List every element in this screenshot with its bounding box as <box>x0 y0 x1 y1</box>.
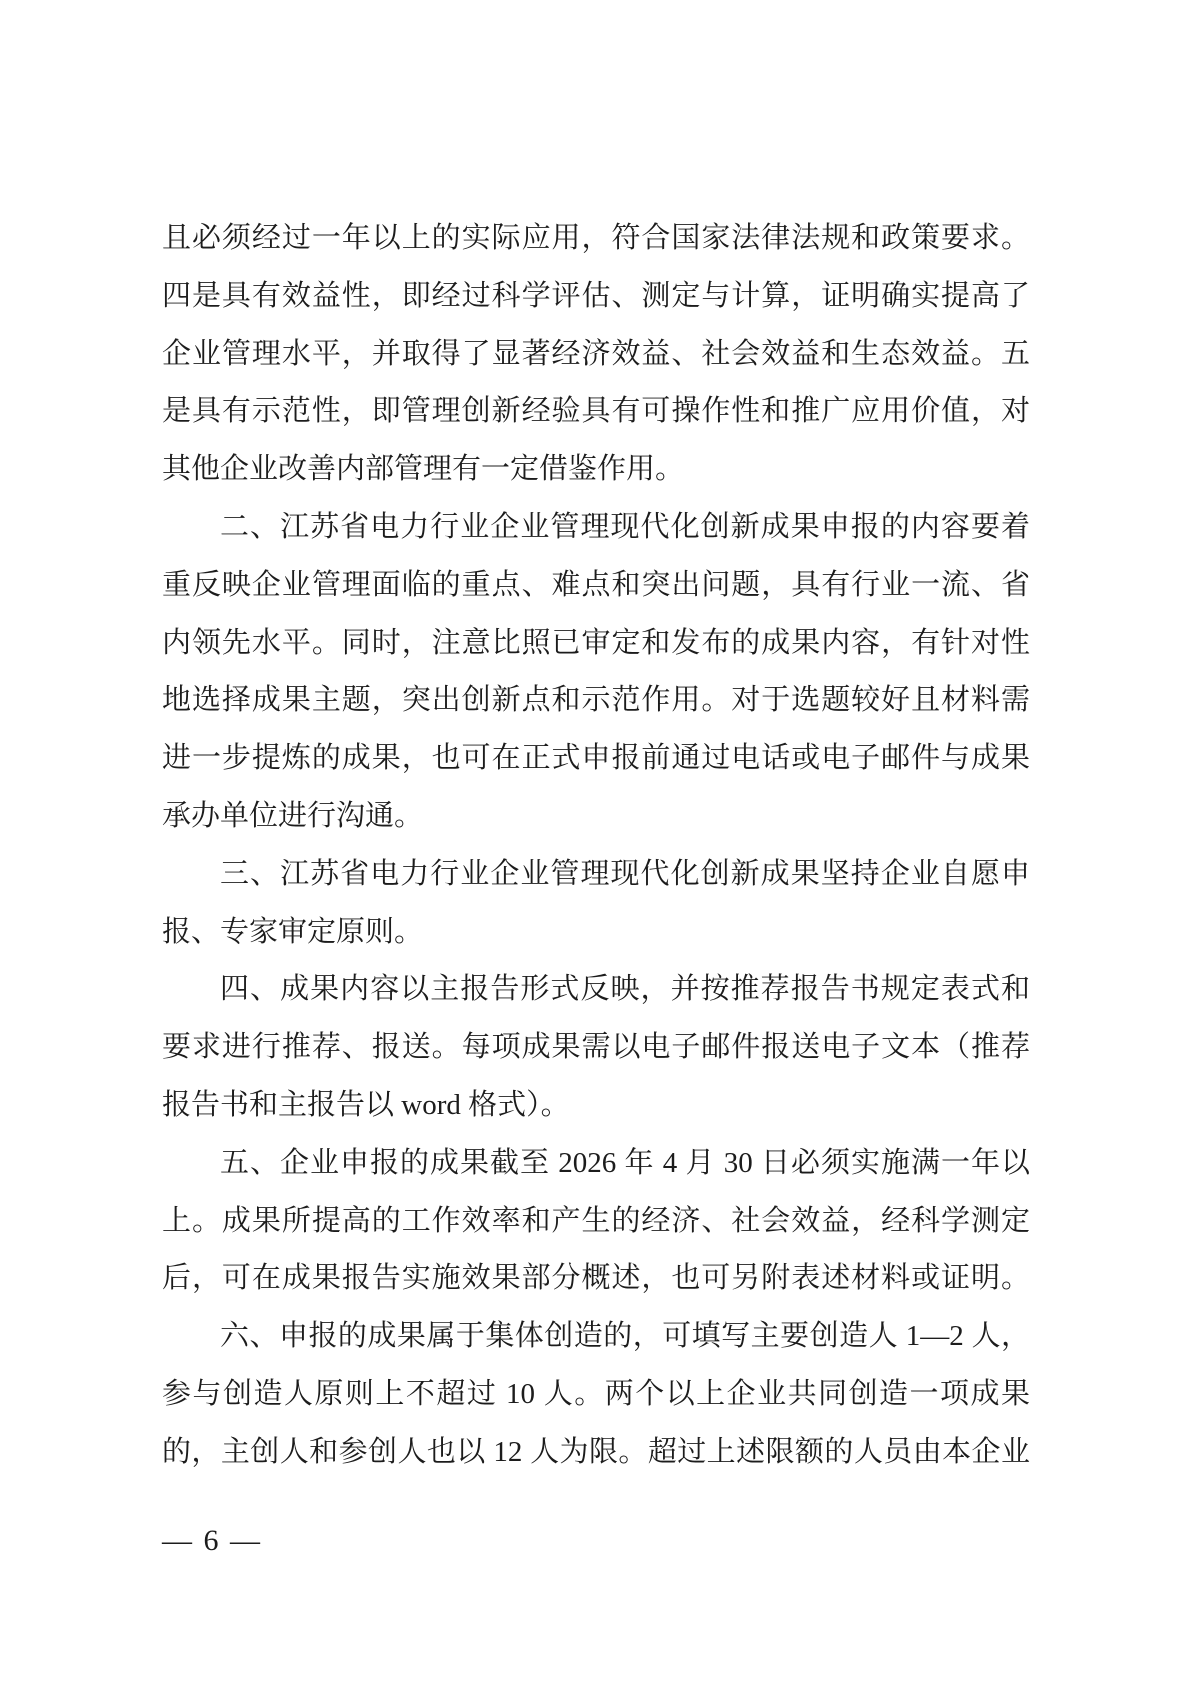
text-line: 参与创造人原则上不超过 10 人。两个以上企业共同创造一项成果 <box>162 1377 1030 1410</box>
text-line: 四、成果内容以主报告形式反映，并按推荐报告书规定表式和 <box>220 973 1030 1006</box>
text-line: 六、申报的成果属于集体创造的，可填写主要创造人 1—2 人， <box>220 1320 1030 1353</box>
text-line: 内领先水平。同时，注意比照已审定和发布的成果内容，有针对性 <box>162 626 1030 659</box>
text-line: 的，主创人和参创人也以 12 人为限。超过上述限额的人员由本企业 <box>162 1435 1030 1468</box>
text-line: 二、江苏省电力行业企业管理现代化创新成果申报的内容要着 <box>220 510 1030 543</box>
text-line: 重反映企业管理面临的重点、难点和突出问题，具有行业一流、省 <box>162 568 1030 601</box>
document-body <box>162 210 1030 1482</box>
text-line: 其他企业改善内部管理有一定借鉴作用。 <box>162 453 685 486</box>
text-line: 五、企业申报的成果截至 2026 年 4 月 30 日必须实施满一年以 <box>220 1146 1030 1179</box>
text-line: 企业管理水平，并取得了显著经济效益、社会效益和生态效益。五 <box>162 337 1030 370</box>
text-line: 四是具有效益性，即经过科学评估、测定与计算，证明确实提高了 <box>162 279 1030 312</box>
page-footer <box>162 1524 262 1558</box>
page-number: — 6 — <box>162 1524 262 1557</box>
text-line: 且必须经过一年以上的实际应用，符合国家法律法规和政策要求。 <box>162 222 1030 254</box>
text-line: 地选择成果主题，突出创新点和示范作用。对于选题较好且材料需 <box>162 684 1030 717</box>
text-line: 报告书和主报告以 word 格式）。 <box>162 1088 570 1121</box>
text-line: 承办单位进行沟通。 <box>162 799 424 832</box>
text-line: 后，可在成果报告实施效果部分概述，也可另附表述材料或证明。 <box>162 1262 1030 1295</box>
text-line: 上。成果所提高的工作效率和产生的经济、社会效益，经科学测定 <box>162 1204 1030 1237</box>
text-line: 是具有示范性，即管理创新经验具有可操作性和推广应用价值，对 <box>162 395 1030 428</box>
text-line: 三、江苏省电力行业企业管理现代化创新成果坚持企业自愿申 <box>220 857 1030 890</box>
text-line: 要求进行推荐、报送。每项成果需以电子邮件报送电子文本（推荐 <box>162 1031 1030 1064</box>
text-line: 进一步提炼的成果，也可在正式申报前通过电话或电子邮件与成果 <box>162 742 1030 775</box>
text-line: 报、专家审定原则。 <box>162 915 424 948</box>
